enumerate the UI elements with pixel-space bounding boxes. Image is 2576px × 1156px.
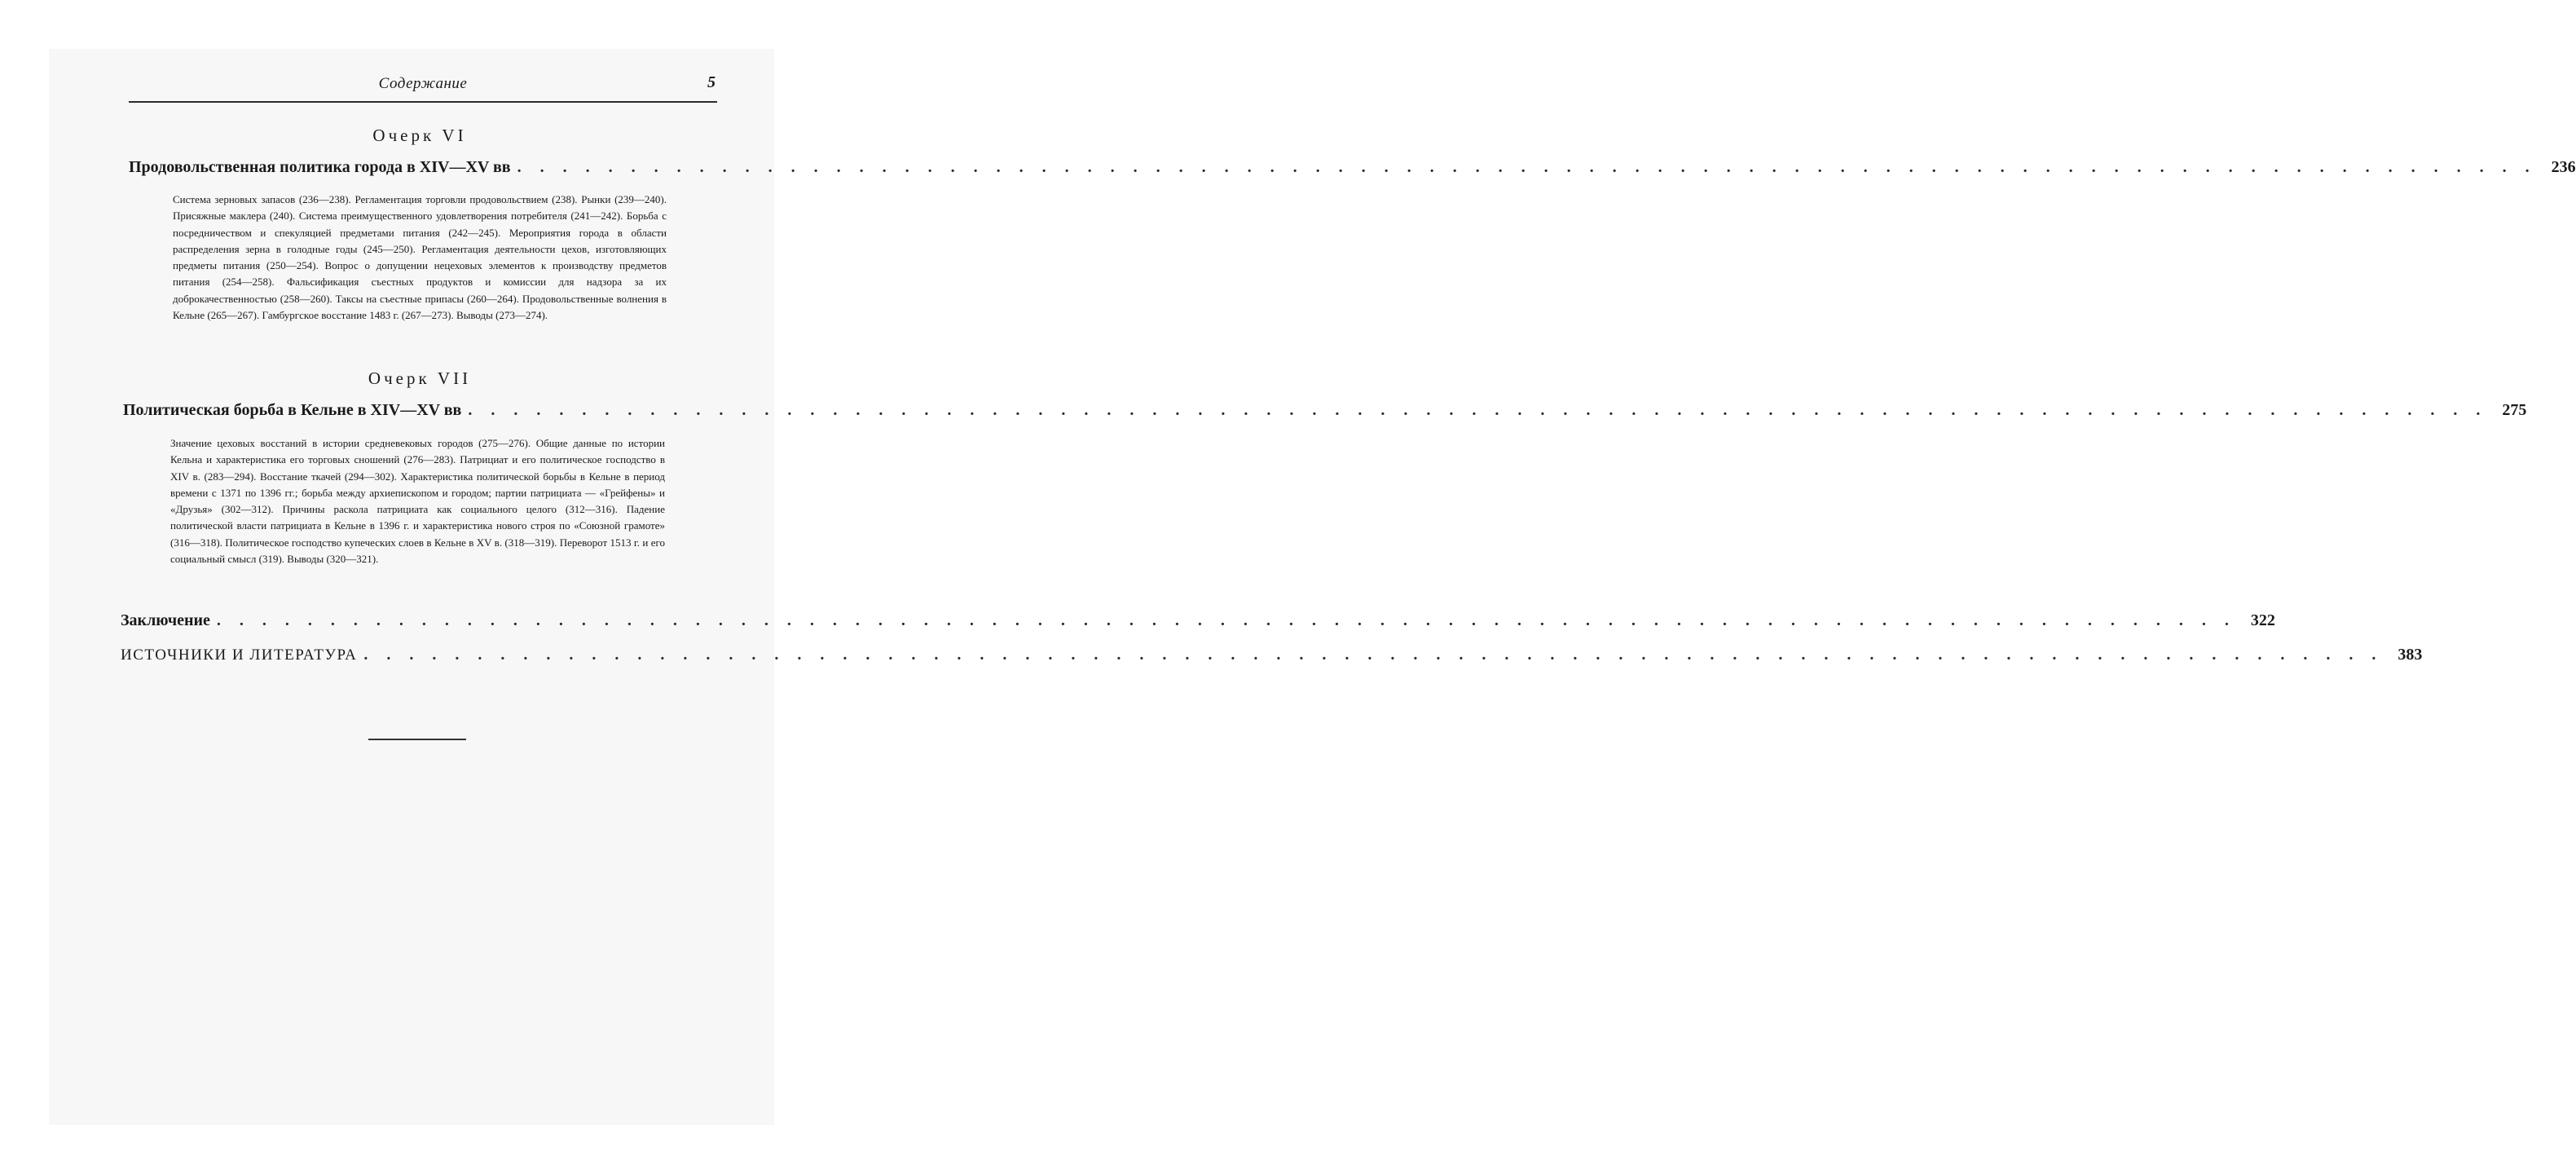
end-rule xyxy=(368,739,466,740)
toc-entry-page: 383 xyxy=(2398,646,2423,664)
leader-dots: . . . . . . . . . . . . . . . . . . . . . . . . . . . . . . . . . . . . . . . . . . . . . . . . . . . . . . . . . . . . . . . . . . . . . . . . . . . . . . . . . . . . . . . . . xyxy=(468,401,2488,419)
toc-entry-title: ИСТОЧНИКИ И ЛИТЕРАТУРА xyxy=(121,646,358,664)
section-heading-ocherk-vii: Очерк VII xyxy=(368,368,472,388)
header-rule xyxy=(129,101,717,103)
toc-entry-sources[interactable] xyxy=(121,646,2423,664)
toc-entry-page: 236 xyxy=(2551,158,2576,176)
section-heading-ocherk-vi: Очерк VI xyxy=(372,126,467,145)
toc-entry-title: Продовольственная политика города в XIV—XV вв xyxy=(129,158,511,176)
section-summary-ocherk-vi: Система зерновых запасов (236—238). Регламентация торговли продовольствием (238). Рынки (239—240). Присяжные маклера (240). Система преимущественного удовлетворения потребителя (241—242). Борьба с посредничеством и спекуляцией предметами питания (242—245). Мероприятия города в области распределения зерна в голодные годы (245—250). Регламентация деятельности цехов, изготовляющих предметы питания (250—254). Вопрос о допущении нецеховых элементов к производству предметов питания (254—258). Фальсификация съестных продуктов и комиссии для надзора за их доброкачественностью (258—260). Таксы на съестные припасы (260—264). Продовольственные волнения в Кельне (265—267). Гамбургское восстание 1483 г. (267—273). Выводы (273—274). xyxy=(173,193,667,322)
leader-dots: . . . . . . . . . . . . . . . . . . . . . . . . . . . . . . . . . . . . . . . . . . . . . . . . . . . . . . . . . . . . . . . . . . . . . . . . . . . . . . . . . . . . . . . . . xyxy=(517,158,2537,176)
page-number: 5 xyxy=(707,73,716,91)
running-title: Содержание xyxy=(378,75,468,92)
toc-entry-page: 322 xyxy=(2250,611,2275,629)
toc-entry-page: 275 xyxy=(2502,401,2527,419)
toc-entry-title: Заключение xyxy=(121,611,210,629)
toc-entry-ocherk-vi[interactable] xyxy=(129,158,2576,177)
leader-dots: . . . . . . . . . . . . . . . . . . . . . . . . . . . . . . . . . . . . . . . . . . . . . . . . . . . . . . . . . . . . . . . . . . . . . . . . . . . . . . . . . . . . . . . . . xyxy=(216,611,2236,629)
running-head xyxy=(129,72,717,96)
section-summary-ocherk-vii: Значение цеховых восстаний в истории средневековых городов (275—276). Общие данные по истории Кельна и характеристика его торговых сношений (276—283). Патрициат и его политическое господство в XIV в. (283—294). Восстание ткачей (294—302). Характеристика политической борьбы в Кельне в период времени с 1371 по 1396 гг.; борьба между архиепископом и городом; партии патрициата — «Грейфены» и «Друзья» (302—312). Причины раскола патрициата как социального целого (312—316). Падение политической власти патрициата в Кельне в 1396 г. и характеристика нового строя по «Союзной грамоте» (316—318). Политическое господство купеческих слоев в Кельне в XV в. (318—319). Переворот 1513 г. и его социальный смысл (319). Выводы (320—321). xyxy=(170,437,665,566)
toc-entry-ocherk-vii[interactable] xyxy=(123,401,2527,420)
toc-entry-conclusion[interactable] xyxy=(121,611,2275,630)
toc-entry-title: Политическая борьба в Кельне в XIV—XV вв xyxy=(123,401,462,419)
leader-dots: . . . . . . . . . . . . . . . . . . . . . . . . . . . . . . . . . . . . . . . . . . . . . . . . . . . . . . . . . . . . . . . . . . . . . . . . . . . . . . . . . . . . . . . . . xyxy=(363,646,2384,664)
